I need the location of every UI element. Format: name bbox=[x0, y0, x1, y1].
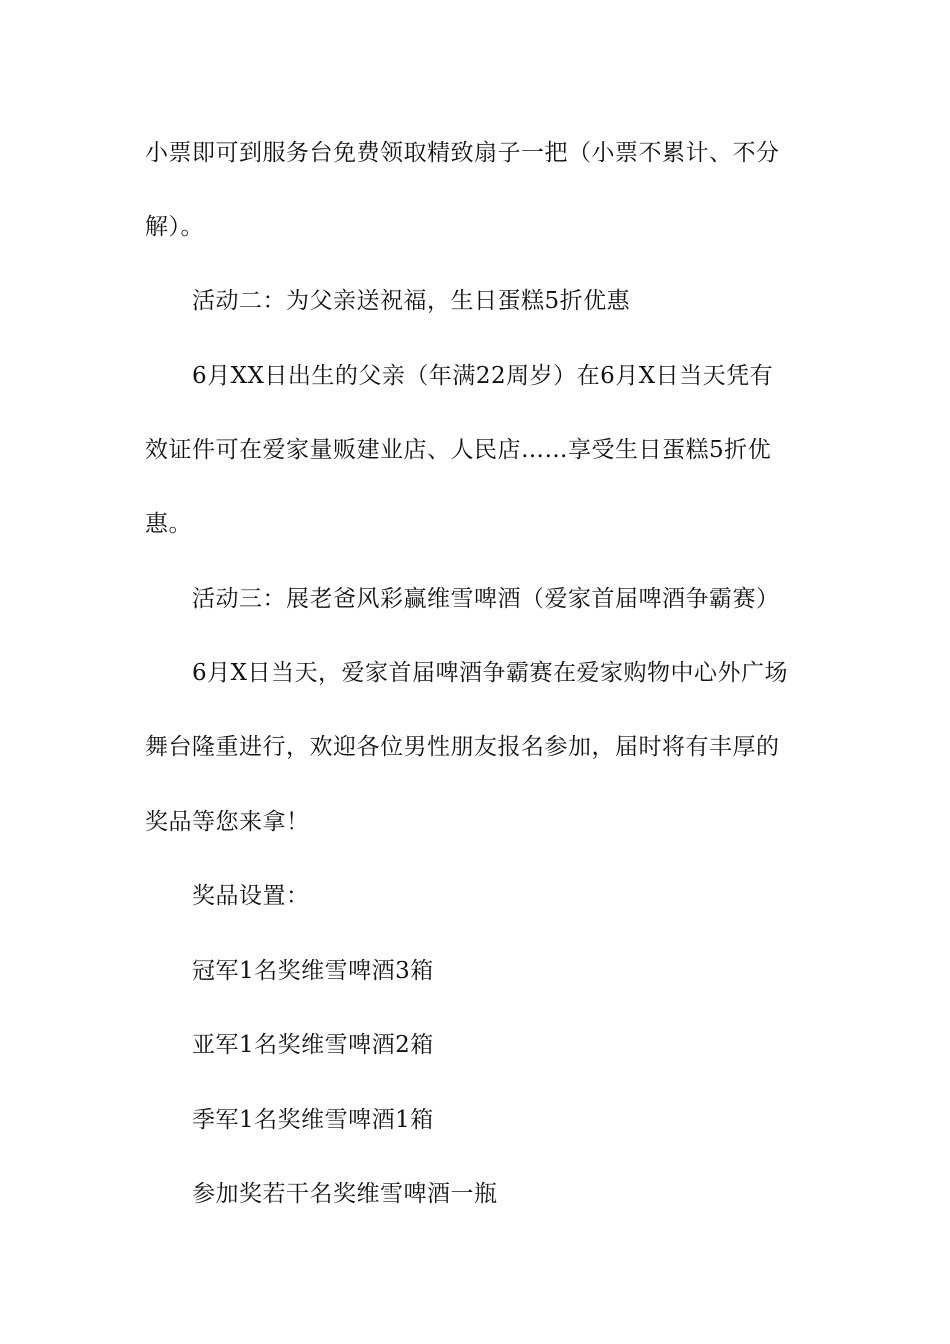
prize-item-third-place: 季军1名奖维雪啤酒1箱 bbox=[192, 1107, 434, 1133]
activity-three-heading: 活动三：展老爸风彩赢维雪啤酒（爱家首届啤酒争霸赛） bbox=[192, 586, 780, 612]
paragraph-line: 奖品等您来拿！ bbox=[145, 809, 310, 835]
paragraph-line: 6月XX日出生的父亲（年满22周岁）在6月X日当天凭有 bbox=[192, 363, 774, 389]
paragraph-line: 惠。 bbox=[145, 511, 192, 537]
prize-item-champion: 冠军1名奖维雪啤酒3箱 bbox=[192, 958, 434, 984]
activity-two-heading: 活动二：为父亲送祝福，生日蛋糕5折优惠 bbox=[192, 288, 631, 314]
paragraph-line: 解）。 bbox=[145, 214, 204, 240]
prize-item-runner-up: 亚军1名奖维雪啤酒2箱 bbox=[192, 1032, 434, 1058]
paragraph-line: 6月X日当天，爱家首届啤酒争霸赛在爱家购物中心外广场 bbox=[192, 660, 789, 686]
paragraph-line: 舞台隆重进行，欢迎各位男性朋友报名参加，届时将有丰厚的 bbox=[145, 734, 780, 760]
paragraph-line: 小票即可到服务台免费领取精致扇子一把（小票不累计、不分 bbox=[145, 140, 780, 166]
prize-settings-heading: 奖品设置： bbox=[192, 883, 310, 909]
paragraph-line: 效证件可在爱家量贩建业店、人民店……享受生日蛋糕5折优 bbox=[145, 437, 772, 463]
prize-item-participation: 参加奖若干名奖维雪啤酒一瓶 bbox=[192, 1181, 498, 1207]
